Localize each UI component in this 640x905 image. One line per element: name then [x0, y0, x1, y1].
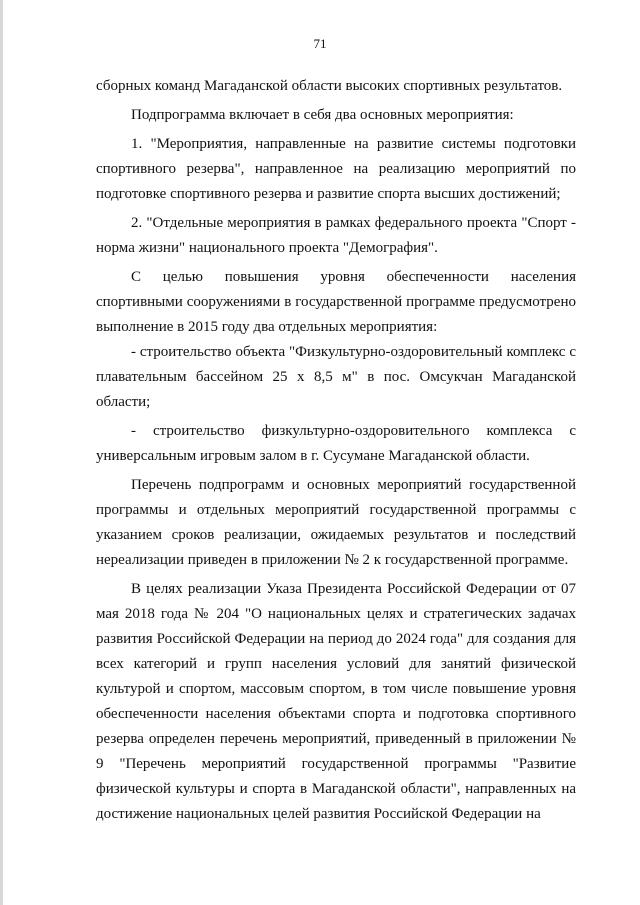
paragraph-omsukchan: - строительство объекта "Физкультурно-оздоровительный комплекс с плавательным бассейном 25 х 8,5 м" в пос. Омсукчан Магаданской области; — [96, 344, 576, 410]
paragraph-subprograms-list: Перечень подпрограмм и основных мероприятий государственной программы и отдельных мероприятий государственной программы с указанием сроков реализации, ожидаемых результатов и последствий нереализации приведен в приложении № 2 к государственной программе. — [96, 477, 576, 568]
paragraph-decree: В целях реализации Указа Президента Российской Федерации от 07 мая 2018 года № 204 "О национальных целях и стратегических задачах развития Российской Федерации на период до 2024 года" для создания для всех категорий и групп населения условий для занятий физической культурой и спортом, массовым спортом, в том числе повышение уровня обеспеченности населения объектами спорта и подготовка спортивного резерва определен перечень мероприятий, приведенный в приложении № 9 "Перечень мероприятий государственной программы "Развитие физической культуры и спорта в Магаданской области", направленных на достижение национальных целей развития Российской Федерации на — [96, 581, 576, 822]
paragraph-intro: Подпрограмма включает в себя два основных мероприятия: — [131, 107, 514, 123]
paragraph-item-1: 1. "Мероприятия, направленные на развитие системы подготовки спортивного резерва", направленное на реализацию мероприятий по подготовке спортивного резерва и развитие спорта высших достижений; — [96, 136, 576, 202]
page-number: 71 — [313, 36, 327, 51]
paragraph-item-2: 2. "Отдельные мероприятия в рамках федерального проекта "Спорт - норма жизни" национального проекта "Демография". — [96, 215, 576, 256]
paragraph-susuman: - строительство физкультурно-оздоровительного комплекса с универсальным игровым залом в г. Сусумане Магаданской области. — [96, 423, 576, 464]
scan-artifact — [36, 0, 106, 4]
paragraph-facilities: С целью повышения уровня обеспеченности населения спортивными сооружениями в государственной программе предусмотрено выполнение в 2015 году два отдельных мероприятия: — [96, 269, 576, 335]
paragraph-continuation: сборных команд Магаданской области высоких спортивных результатов. — [96, 78, 563, 94]
scan-left-edge — [0, 0, 3, 905]
document-body — [96, 74, 576, 827]
